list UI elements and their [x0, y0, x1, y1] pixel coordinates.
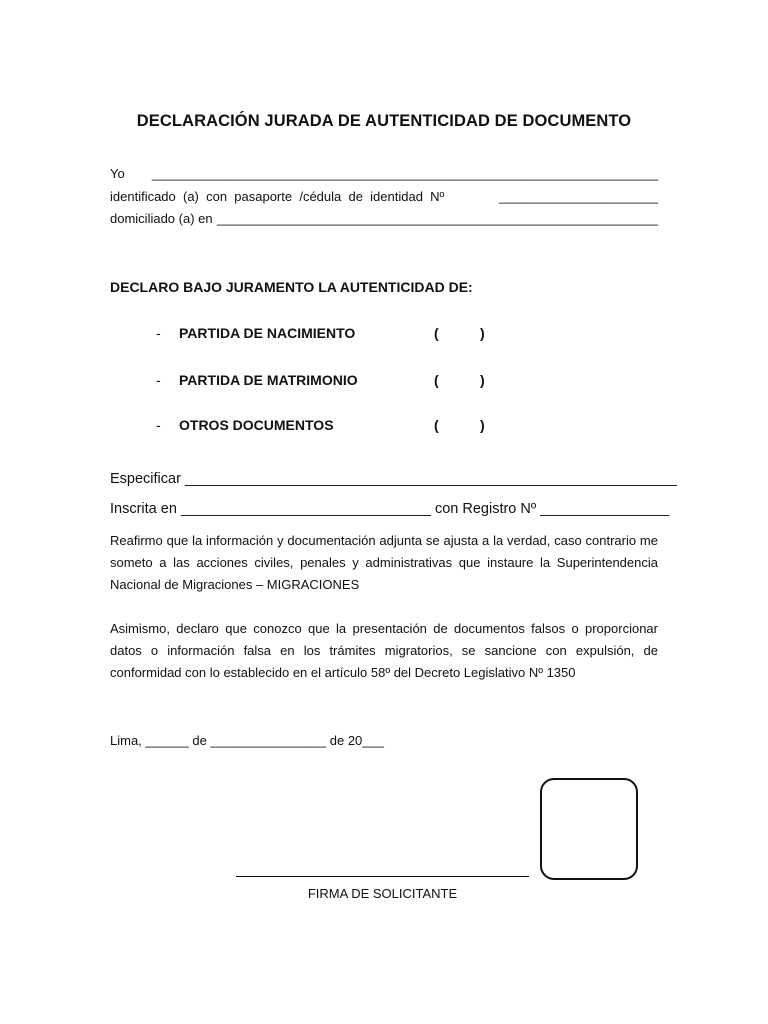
option-label: PARTIDA DE MATRIMONIO — [179, 372, 358, 388]
option-checkbox-close[interactable]: ) — [480, 325, 485, 341]
option-label: OTROS DOCUMENTOS — [179, 417, 334, 433]
id-label: identificado (a) con pasaporte /cédula de identidad Nº — [110, 189, 445, 204]
fecha-line[interactable]: Lima, ______ de ________________ de 20___ — [110, 733, 384, 748]
option-dash: - — [156, 325, 161, 341]
domicilio-field[interactable] — [110, 211, 658, 226]
option-label: PARTIDA DE NACIMIENTO — [179, 325, 356, 341]
declaro-heading: DECLARO BAJO JURAMENTO LA AUTENTICIDAD DE: — [110, 279, 473, 295]
option-otros-documentos[interactable] — [156, 417, 496, 437]
registro-blank[interactable]: ________________ — [540, 501, 670, 517]
yo-field[interactable] — [110, 166, 658, 181]
option-checkbox-close[interactable]: ) — [480, 417, 485, 433]
especificar-field[interactable] — [110, 471, 677, 487]
inscrita-label: Inscrita en — [110, 501, 177, 517]
option-checkbox-open[interactable]: ( — [434, 372, 439, 388]
especificar-blank[interactable]: _____________________________________________________________ — [184, 471, 677, 487]
paragraph-asimismo: Asimismo, declaro que conozco que la presentación de documentos falsos o proporcionar datos o información falsa en los trámites migratorios, se sancione con expulsión, de conformidad con lo establecido en el artículo 58º del Decreto Legislativo Nº 1350 — [110, 621, 658, 680]
domicilio-blank[interactable]: _____________________________________________________________ — [216, 211, 658, 226]
registro-label: con Registro Nº — [434, 501, 537, 517]
inscrita-field[interactable] — [110, 501, 669, 517]
signature-line[interactable] — [236, 876, 529, 877]
option-dash: - — [156, 372, 161, 388]
signature-label: FIRMA DE SOLICITANTE — [307, 886, 458, 901]
yo-blank[interactable]: ______________________________________________________________________ — [151, 166, 658, 181]
domicilio-label: domiciliado (a) en — [110, 211, 213, 226]
option-checkbox-close[interactable]: ) — [480, 372, 485, 388]
option-dash: - — [156, 417, 161, 433]
id-blank[interactable]: ______________________ — [498, 189, 658, 204]
id-field[interactable] — [110, 189, 658, 204]
inscrita-blank[interactable]: _______________________________ — [180, 501, 431, 517]
option-partida-matrimonio[interactable] — [156, 372, 496, 392]
paragraph-reafirmo: Reafirmo que la información y documentación adjunta se ajusta a la verdad, caso contrario me someto a las acciones civiles, penales y administrativas que instaure la Superintendencia Nacional de Migraciones – MIGRACIONES — [110, 533, 658, 592]
yo-label: Yo — [110, 166, 125, 181]
document-title: DECLARACIÓN JURADA DE AUTENTICIDAD DE DOCUMENTO — [136, 112, 632, 130]
option-checkbox-open[interactable]: ( — [434, 325, 439, 341]
option-partida-nacimiento[interactable] — [156, 325, 496, 345]
option-checkbox-open[interactable]: ( — [434, 417, 439, 433]
especificar-label: Especificar — [110, 471, 181, 487]
fingerprint-box — [540, 778, 638, 880]
